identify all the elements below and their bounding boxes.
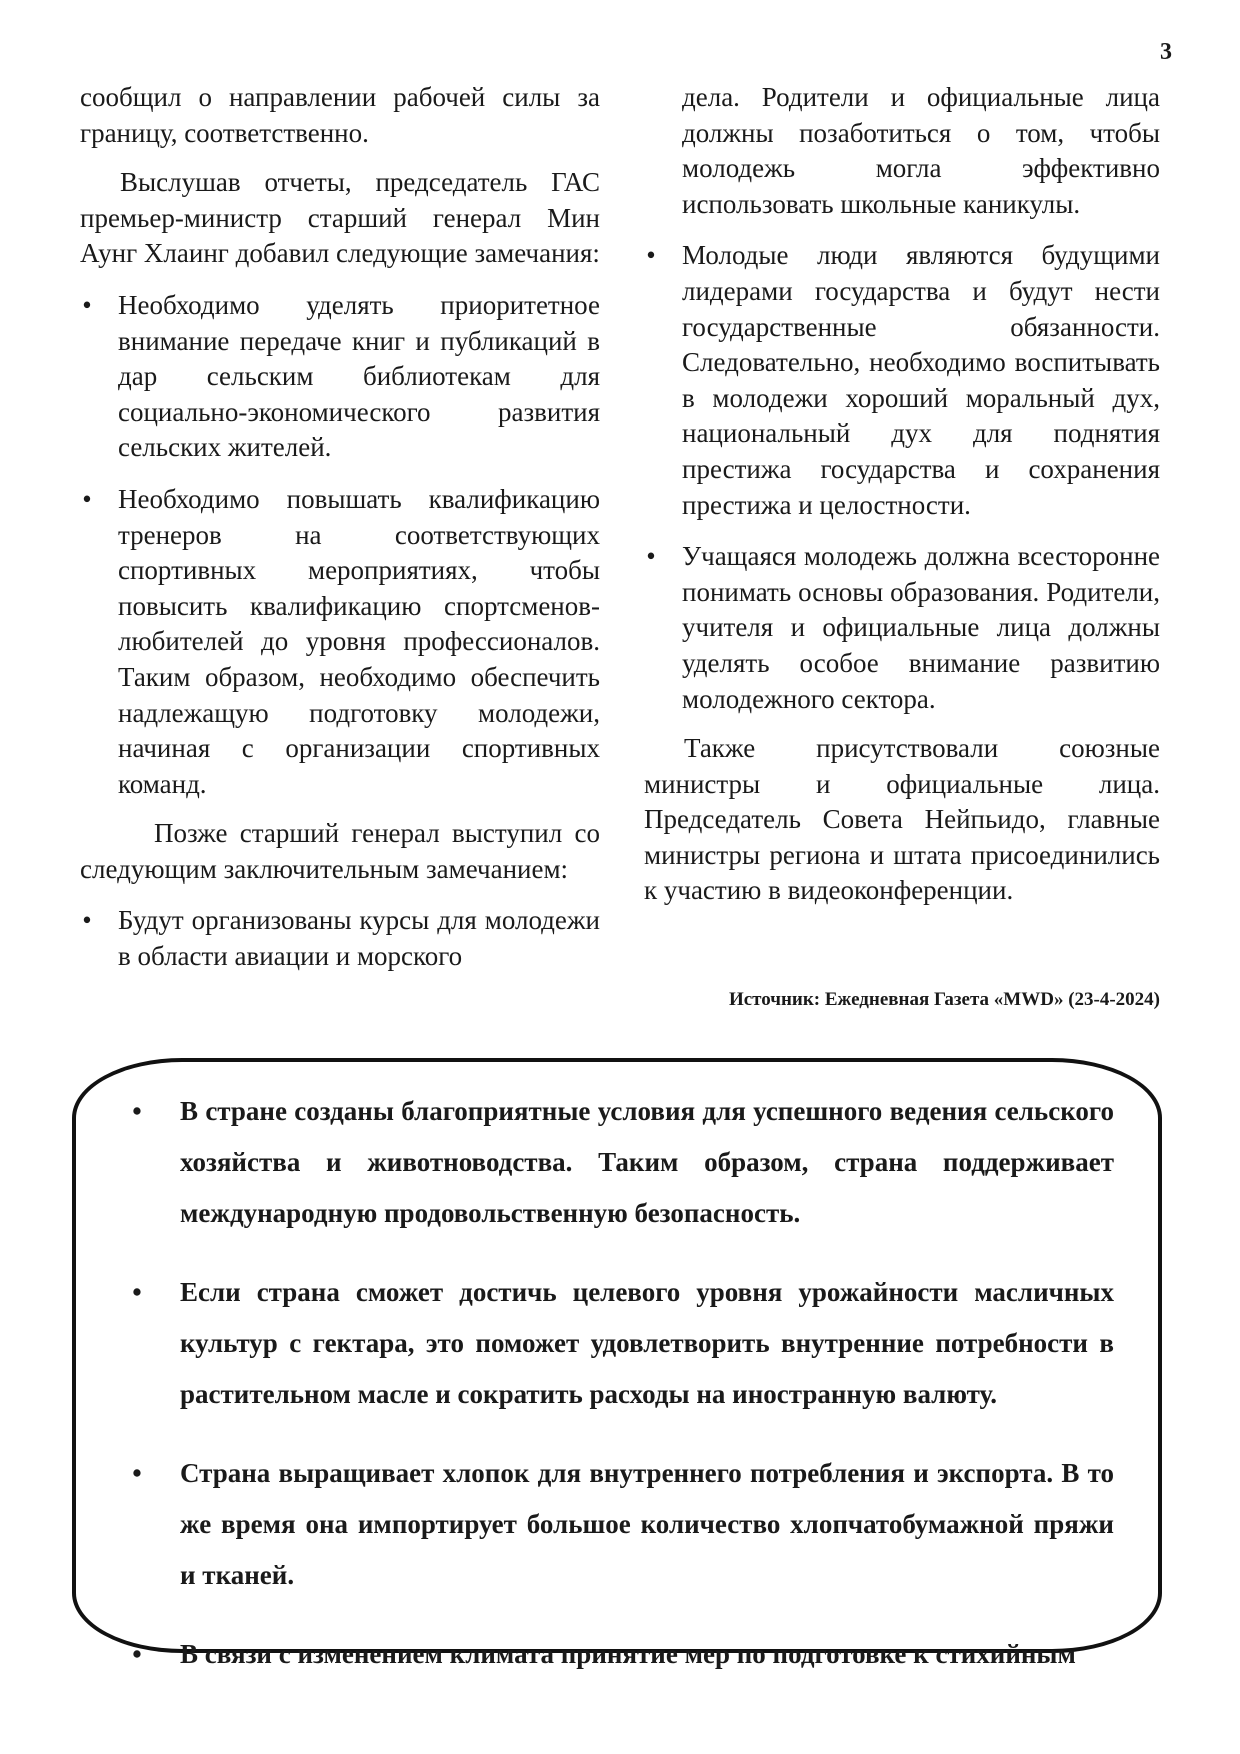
list-item-text: Молодые люди являются будущими лидерами государства и будут нести государственные обязанности. Следовательно, необходимо воспитывать в молодежи хороший моральный дух, национальный дух для поднятия престижа государства и сохранения престижа и целостности. (682, 240, 1160, 520)
remarks-list-continued (644, 238, 1160, 717)
highlight-item-text: В стране созданы благоприятные условия для успешного ведения сельского хозяйства и животноводства. Таким образом, страна поддерживает международную продовольственную безопасность. (180, 1096, 1114, 1228)
list-item-text: Учащаяся молодежь должна всесторонне понимать основы образования. Родители, учителя и официальные лица должны уделять особое внимание развитию молодежного сектора. (682, 541, 1160, 714)
highlight-item-text: Если страна сможет достичь целевого уровня урожайности масличных культур с гектара, это поможет удовлетворить внутренние потребности в растительном масле и сократить расходы на иностранную валюту. (180, 1277, 1114, 1409)
bullet-icon: • (82, 483, 92, 514)
bullet-icon: • (646, 541, 656, 572)
highlight-box (72, 1058, 1162, 1669)
bullet-icon: • (82, 289, 92, 320)
bullet-icon: • (646, 240, 656, 271)
highlight-item-text: В связи с изменением климата принятие мер по подготовке к стихийным (180, 1639, 1076, 1669)
list-item-continuation: дела. Родители и официальные лица должны позаботиться о том, чтобы молодежь могла эффективно использовать школьные каникулы. (682, 82, 1160, 219)
highlight-item (116, 1629, 1114, 1680)
bullet-icon: • (132, 1458, 142, 1488)
page-number: 3 (1160, 39, 1172, 65)
list-item-text: Необходимо повышать квалификацию тренеров на соответствующих спортивных мероприятиях, чтобы повысить квалификацию спортсменов-любителей до уровня профессионалов. Таким образом, необходимо обеспечить надлежащую подготовку молодежи, начиная с организации спортивных команд. (118, 483, 600, 799)
paragraph-closing-intro: Позже старший генерал выступил со следующим заключительным замечанием: (80, 818, 600, 884)
list-item-text: Будут организованы курсы для молодежи в области авиации и морского (118, 905, 600, 972)
highlight-item (116, 1448, 1114, 1601)
highlight-list (76, 1062, 1158, 1680)
source-citation: Источник: Ежедневная Газета «MWD» (23-4-2024) (728, 989, 1160, 1010)
list-item (644, 539, 1160, 717)
left-column (80, 80, 600, 975)
bullet-icon: • (132, 1277, 142, 1307)
highlight-item (116, 1086, 1114, 1239)
list-item (80, 482, 600, 802)
bullet-icon: • (132, 1096, 142, 1126)
right-column (644, 80, 1160, 909)
highlight-item-text: Страна выращивает хлопок для внутреннего потребления и экспорта. В то же время она импортирует большое количество хлопчатобумажной пряжи и тканей. (180, 1458, 1114, 1590)
list-item-text: Необходимо уделять приоритетное внимание передаче книг и публикаций в дар сельским библиотекам для социально-экономического развития сельских жителей. (118, 289, 600, 463)
paragraph-continuation: сообщил о направлении рабочей силы за границу, соответственно. (80, 82, 600, 148)
remarks-list (80, 288, 600, 802)
list-item (80, 288, 600, 466)
highlight-item (116, 1267, 1114, 1420)
list-item (80, 903, 600, 974)
bullet-icon: • (132, 1639, 142, 1669)
paragraph-attendees: Также присутствовали союзные министры и официальные лица. Председатель Совета Нейпьидо, главные министры региона и штата присоединились к участию в видеоконференции. (644, 733, 1160, 906)
closing-remarks-list (80, 903, 600, 974)
bullet-icon: • (82, 905, 92, 936)
paragraph-report-intro: Выслушав отчеты, председатель ГАС премьер-министр старший генерал Мин Аунг Хлаинг добавил следующие замечания: (80, 167, 600, 269)
list-item (644, 238, 1160, 523)
